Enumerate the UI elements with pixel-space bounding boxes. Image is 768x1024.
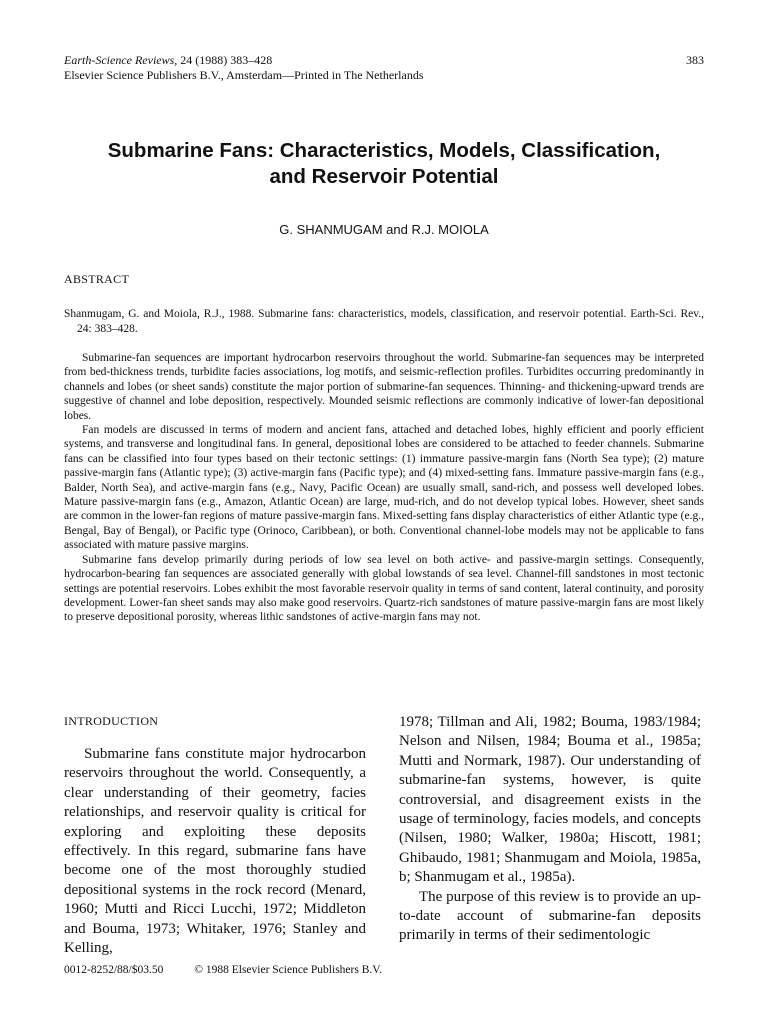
article-code: 0012-8252/88/$03.50 bbox=[64, 964, 164, 976]
right-column bbox=[399, 713, 701, 946]
journal-name: Earth-Science Reviews, bbox=[64, 53, 178, 67]
abstract-paragraph-1: Submarine-fan sequences are important hydrocarbon reservoirs throughout the world. Submarine-fan sequences may be interpreted from bed-thickness trends, turbidite facies associations, log motifs, and seismic-reflection profiles. Turbidites occurring predominantly in channels and lobes (or sheet sands) constitute the major portion of submarine-fan sequences. Thinning- and thickening-upward trends are suggestive of channel and lobe deposition, respectively. Mounded seismic reflections are commonly indicative of lower-fan depositional lobes. bbox=[64, 352, 704, 422]
volume-pages: 24 (1988) 383–428 bbox=[177, 53, 273, 67]
intro-paragraph-2: The purpose of this review is to provide an up-to-date account of submarine-fan deposits primarily in terms of their sedimentologic bbox=[399, 888, 701, 944]
journal-header bbox=[64, 53, 424, 83]
page-number: 383 bbox=[686, 53, 704, 67]
title-line-2: and Reservoir Potential bbox=[269, 165, 499, 188]
page-footer bbox=[64, 964, 410, 976]
intro-paragraph-1: Submarine fans constitute major hydrocarbon reservoirs throughout the world. Consequently, a clear understanding of their geometry, facies relationships, and reservoir quality is critical for exploring and exploiting these deposits effectively. In this regard, submarine fans have become one of the most thoroughly studied depositional systems in the rock record (Menard, 1960; Mutti and Ricci Lucchi, 1972; Middleton and Bouma, 1973; Whitaker, 1976; Stanley and Kelling, bbox=[64, 746, 366, 957]
title-line-1: Submarine Fans: Characteristics, Models, Classification, bbox=[107, 139, 661, 162]
publisher-line: Elsevier Science Publishers B.V., Amsterdam—Printed in The Netherlands bbox=[64, 68, 424, 82]
citation: Shanmugam, G. and Moiola, R.J., 1988. Submarine fans: characteristics, models, classification, and reservoir potential. Earth-Sci. Rev., 24: 383–428. bbox=[64, 308, 704, 335]
intro-paragraph-1-continued: 1978; Tillman and Ali, 1982; Bouma, 1983/1984; Nelson and Nilsen, 1984; Bouma et al., 1985a; Mutti and Normark, 1987). Our understanding of submarine-fan systems, however, is quite controversial, and disagreement exists in the usage of terminology, facies models, and concepts (Nilsen, 1980; Walker, 1980a; Hiscott, 1981; Ghibaudo, 1981; Shanmugam and Moiola, 1985a, b; Shanmugam et al., 1985a). bbox=[399, 714, 701, 886]
copyright-notice: © 1988 Elsevier Science Publishers B.V. bbox=[194, 964, 382, 976]
abstract-paragraph-3: Submarine fans develop primarily during periods of low sea level on both active- and passive-margin settings. Consequently, hydrocarbon-bearing fan sequences are associated generally with global lowstands of sea level. Channel-fill sandstones in most tectonic settings are potential reservoirs. Lobes exhibit the most favorable reservoir quality in terms of sand content, lateral continuity, and porosity development. Lower-fan sheet sands may also make good reservoirs. Quartz-rich sandstones of mature passive-margin fans are most likely to preserve depositional porosity, whereas lithic sandstones of active-margin fans may not. bbox=[64, 553, 704, 624]
paper-title bbox=[40, 138, 728, 190]
abstract-paragraph-2: Fan models are discussed in terms of modern and ancient fans, attached and detached lobes, highly efficient and poorly efficient systems, and transverse and longitudinal fans. In general, depositional lobes are considered to be attached to feeder channels. Submarine fans can be classified into four types based on their tectonic settings: (1) immature passive-margin fans (North Sea type); (2) mature passive-margin fans (Atlantic type); (3) active-margin fans (Pacific type); and (4) mixed-setting fans. Immature passive-margin fans (e.g., Balder, North Sea), and active-margin fans (e.g., Navy, Pacific Ocean) are usually small, sand-rich, and possess well developed lobes. Mature passive-margin fans (e.g., Amazon, Atlantic Ocean) are large, mud-rich, and do not develop typical lobes. However, sheet sands are common in the lower-fan regions of mature passive-margin fans. Mixed-setting fans display characteristics of either Atlantic type (e.g., Bengal, Bay of Bengal), or Pacific type (Orinoco, Caribbean), or both. Conventional channel-lobe models may not be applicable to fans associated with mature passive margins. bbox=[64, 424, 704, 552]
abstract-body bbox=[64, 351, 704, 625]
abstract-heading: ABSTRACT bbox=[64, 272, 130, 286]
left-column bbox=[64, 745, 366, 958]
authors: G. SHANMUGAM and R.J. MOIOLA bbox=[279, 222, 489, 237]
introduction-heading: INTRODUCTION bbox=[64, 714, 159, 728]
